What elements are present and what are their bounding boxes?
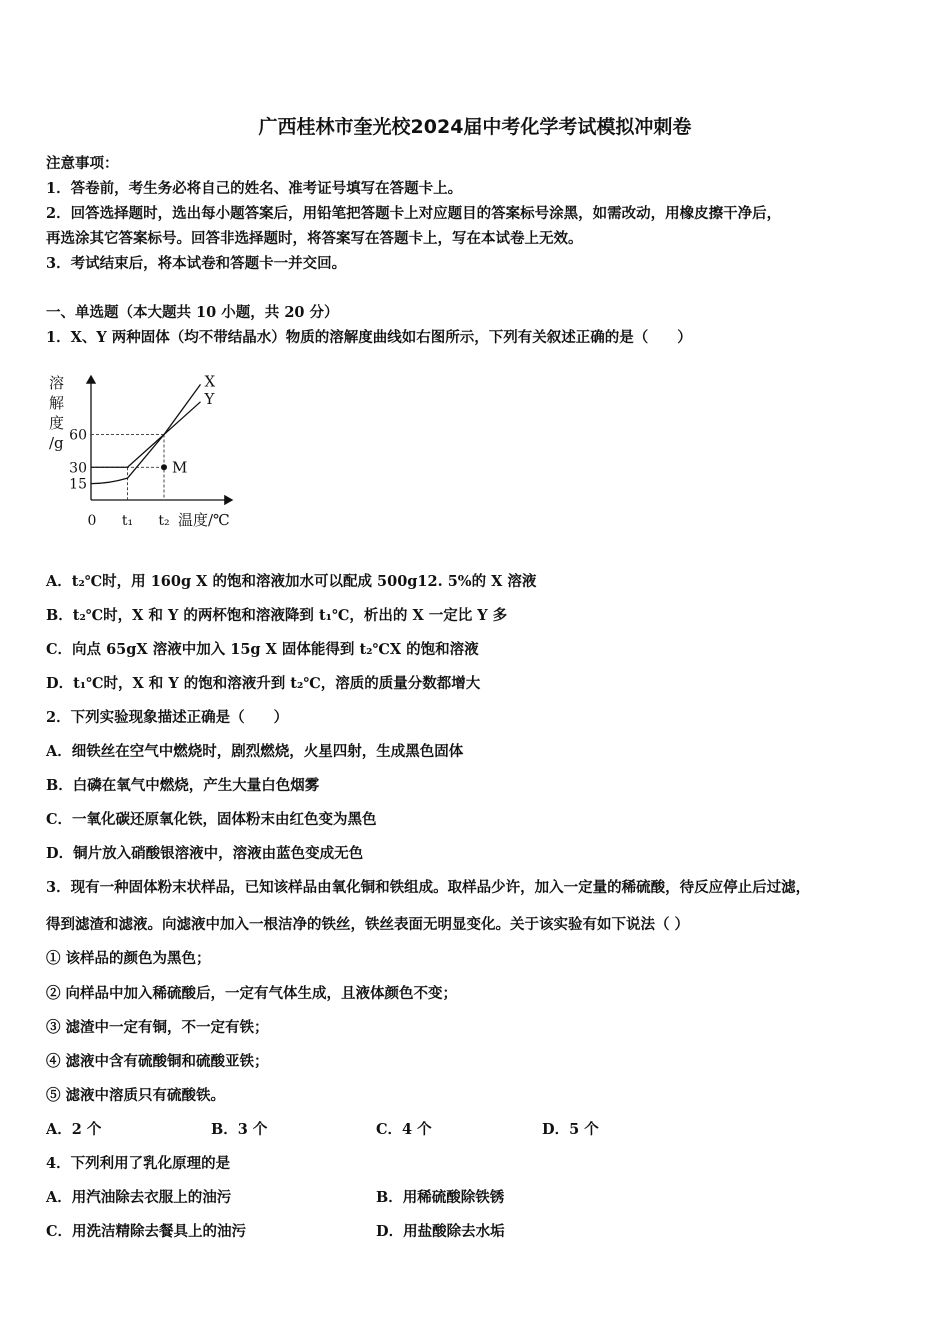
- q3-option-a: A．2 个: [46, 1121, 102, 1138]
- origin-label: 0: [87, 513, 97, 529]
- q3-statement: ⑤ 滤液中溶质只有硫酸铁。: [46, 1087, 226, 1104]
- y-axis-label: /g: [49, 434, 64, 452]
- q2-option-c: C．一氧化碳还原氧化铁，固体粉末由红色变为黑色: [46, 811, 377, 828]
- notice-item: 1．答卷前，考生务必将自己的姓名、准考证号填写在答题卡上。: [46, 180, 463, 197]
- q3-statement: ③ 滤渣中一定有铜，不一定有铁；: [46, 1019, 269, 1036]
- page-title: 广西桂林市奎光校2024届中考化学考试模拟冲刺卷: [258, 116, 692, 138]
- q4-option-b: B．用稀硫酸除铁锈: [376, 1189, 505, 1206]
- curve-label-y: Y: [204, 389, 215, 408]
- q4-option-d: D．用盐酸除去水垢: [376, 1223, 505, 1240]
- q3-option-c: C．4 个: [376, 1121, 432, 1138]
- q4-option-c: C．用洗洁精除去餐具上的油污: [46, 1223, 247, 1240]
- curve-label-x: X: [204, 372, 216, 391]
- x-tick-label: t₂: [158, 513, 170, 529]
- q3-statement: ④ 滤液中含有硫酸铜和硫酸亚铁；: [46, 1053, 269, 1070]
- solubility-chart: [40, 368, 240, 538]
- notice-item: 再选涂其它答案标号。回答非选择题时，将答案写在答题卡上，写在本试卷上无效。: [46, 230, 583, 247]
- q2-option-a: A．细铁丝在空气中燃烧时，剧烈燃烧，火星四射，生成黑色固体: [46, 743, 464, 760]
- q2-stem: 2．下列实验现象描述正确是（ ）: [46, 709, 289, 726]
- y-tick-label: 60: [69, 427, 87, 444]
- notice-item: 3．考试结束后，将本试卷和答题卡一并交回。: [46, 255, 347, 272]
- q2-option-d: D．铜片放入硝酸银溶液中，溶液由蓝色变成无色: [46, 845, 364, 862]
- notice-item: 2．回答选择题时，选出每小题答案后，用铅笔把答题卡上对应题目的答案标号涂黑，如需改动，用橡皮擦干净后，: [46, 205, 782, 222]
- q1-option-a: A．t₂℃时，用 160g X 的饱和溶液加水可以配成 500g12. 5%的 X 溶液: [46, 573, 537, 590]
- q3-option-d: D．5 个: [542, 1121, 599, 1138]
- chart-plot: [49, 372, 232, 529]
- q2-option-b: B．白磷在氧气中燃烧，产生大量白色烟雾: [46, 777, 320, 794]
- q4-stem: 4．下列利用了乳化原理的是: [46, 1155, 231, 1172]
- y-axis-label: 度: [49, 414, 65, 432]
- q1-option-d: D．t₁℃时，X 和 Y 的饱和溶液升到 t₂℃，溶质的质量分数都增大: [46, 675, 481, 692]
- q4-option-a: A．用汽油除去衣服上的油污: [46, 1189, 232, 1206]
- y-tick-label: 15: [69, 476, 87, 493]
- q3-stem-line1: 3．现有一种固体粉末状样品，已知该样品由氧化铜和铁组成。取样品少许，加入一定量的稀硫酸，待反应停止后过滤，: [46, 879, 811, 896]
- point-label-m: M: [172, 458, 188, 477]
- section-heading: 一、单选题（本大题共 10 小题，共 20 分）: [46, 304, 339, 321]
- curve-x: [91, 384, 201, 467]
- q1-option-b: B．t₂℃时，X 和 Y 的两杯饱和溶液降到 t₁℃，析出的 X 一定比 Y 多: [46, 607, 508, 624]
- notice-heading: 注意事项：: [46, 155, 119, 172]
- x-tick-label: t₁: [121, 513, 134, 529]
- q3-statement: ② 向样品中加入稀硫酸后，一定有气体生成，且液体颜色不变；: [46, 985, 458, 1002]
- x-axis-label: 温度/℃: [178, 511, 230, 529]
- y-tick-label: 30: [69, 460, 87, 477]
- q3-option-b: B．3 个: [211, 1121, 268, 1138]
- y-axis-label: 解: [49, 394, 65, 412]
- y-axis-label: 溶: [49, 374, 65, 392]
- q3-stem-line2: 得到滤渣和滤液。向滤液中加入一根洁净的铁丝，铁丝表面无明显变化。关于该实验有如下说法（ ）: [46, 916, 690, 933]
- point-m: [161, 464, 167, 470]
- q3-statement: ① 该样品的颜色为黑色；: [46, 950, 211, 967]
- q1-option-c: C．向点 65gX 溶液中加入 15g X 固体能得到 t₂℃X 的饱和溶液: [46, 641, 479, 658]
- q1-stem: 1．X、Y 两种固体（均不带结晶水）物质的溶解度曲线如右图所示，下列有关叙述正确的是（ ）: [46, 329, 692, 346]
